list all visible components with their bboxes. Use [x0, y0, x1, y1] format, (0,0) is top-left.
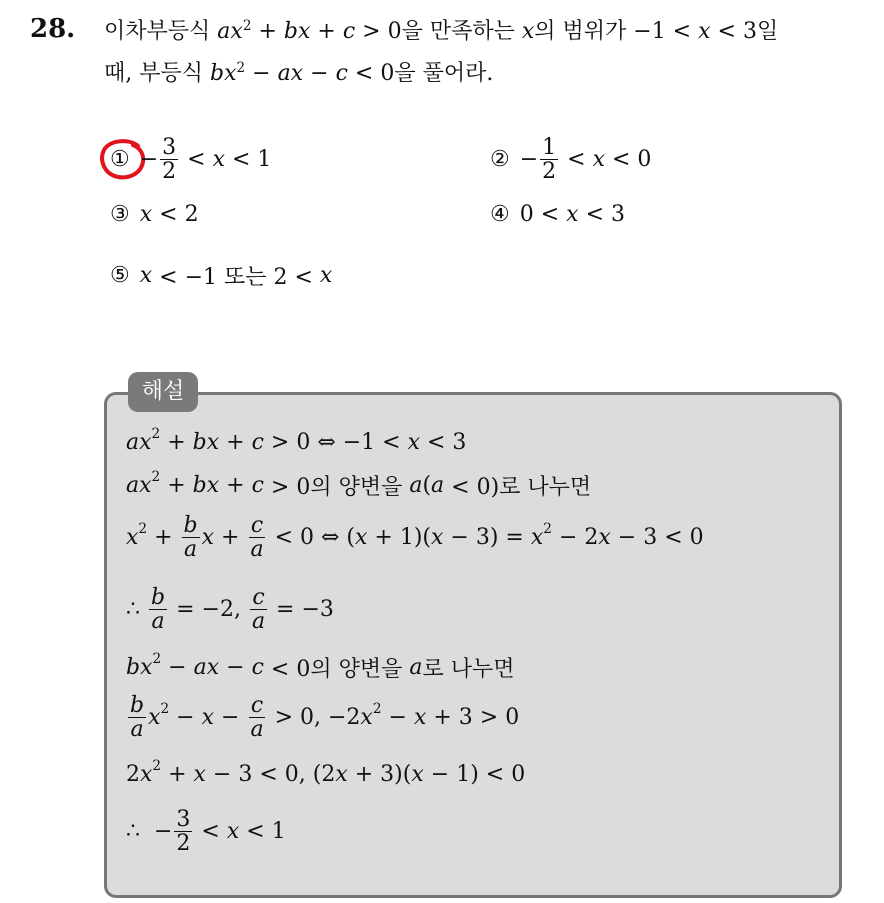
solution-line-5: b x $^2$ − a x − c < 0의 양변을 a 로 나누면 — [126, 651, 515, 682]
fraction: $\frac{1}{2}$ — [542, 135, 557, 185]
solution-line-4: ∴ $\frac{b}{a}$ = −2, $\frac{c}{a}$ = −3 — [126, 585, 334, 635]
solution-line-1: a x $^2$ + b x + c > 0 ⇔ −1 < x < 3 — [126, 426, 467, 455]
choice-3-number: ③ — [110, 202, 130, 227]
fraction: $\frac{3}{2}$ — [176, 807, 191, 857]
question-line-2: 때, 부등식 $bx^2$ − ax − c < 0을 풀어라. — [104, 59, 494, 86]
solution-title: 해설 — [128, 372, 198, 412]
choice-5-number: ⑤ — [110, 263, 130, 288]
solution-line-3: x $^2$ + $\frac{b}{a}$ x + $\frac{c}{a}$ < 0 ⇔ ( x + 1)( x − 3) = x $^2$ − 2 x − 3 < 0 — [126, 513, 704, 563]
choice-1-number: ① — [110, 147, 130, 173]
fraction: $\frac{c}{a}$ — [250, 513, 264, 563]
choice-2[interactable]: ② − $\frac{1}{2}$ < x < 0 — [490, 135, 652, 185]
solution-line-6: $\frac{b}{a}$ x $^2$ − x − $\frac{c}{a}$ > 0, −2 x $^2$ − x + 3 > 0 — [130, 693, 520, 743]
choice-4[interactable]: ④ 0 < x < 3 — [490, 202, 625, 227]
question-number: 28. — [30, 14, 76, 44]
fraction: $\frac{c}{a}$ — [250, 693, 264, 743]
choice-5[interactable]: ⑤ x < −1 또는 2 < x — [110, 263, 333, 290]
choice-2-number: ② — [490, 147, 510, 173]
question-line-1: 이차부등식 $ax^2$ + bx + c > 0을 만족하는 x의 범위가 −1 < x < 3일 — [104, 17, 779, 44]
fraction: $\frac{3}{2}$ — [162, 135, 177, 185]
choice-3[interactable]: ③ x < 2 — [110, 202, 199, 227]
fraction: $\frac{c}{a}$ — [251, 585, 266, 635]
choice-4-number: ④ — [490, 202, 510, 227]
solution-line-7: 2 x $^2$ + x − 3 < 0, (2 x + 3)( x − 1) < 0 — [126, 758, 526, 787]
fraction: $\frac{b}{a}$ — [183, 513, 198, 563]
choice-1[interactable]: ① − $\frac{3}{2}$ < x < 1 — [110, 135, 272, 185]
solution-line-2: a x $^2$ + b x + c > 0의 양변을 a ( a < 0)로 나누면 — [126, 469, 592, 500]
fraction: $\frac{b}{a}$ — [151, 585, 166, 635]
solution-line-8: ∴ − $\frac{3}{2}$ < x < 1 — [126, 807, 286, 857]
fraction: $\frac{b}{a}$ — [130, 693, 145, 743]
